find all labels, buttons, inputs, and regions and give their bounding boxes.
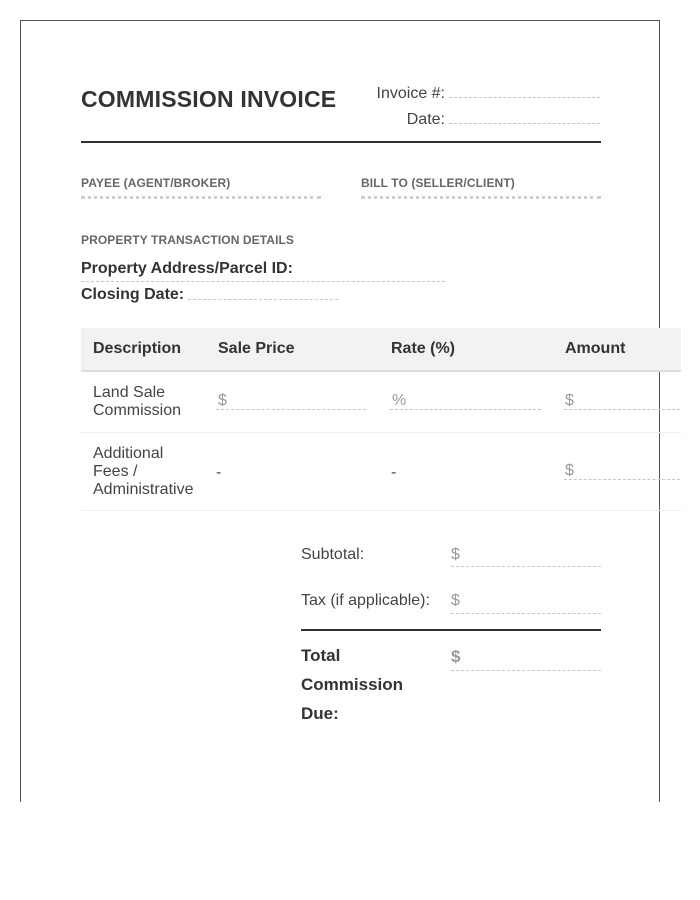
amount-placeholder: $: [565, 392, 574, 409]
bill-to-field[interactable]: [361, 196, 601, 199]
total-field[interactable]: [451, 670, 601, 671]
rate-placeholder: %: [392, 392, 407, 409]
closing-date-label: Closing Date:: [81, 286, 185, 303]
subtotal-field[interactable]: [451, 566, 601, 567]
closing-date-field[interactable]: [188, 299, 338, 300]
tax-placeholder: $: [451, 592, 460, 609]
table-row-description: Land Sale Commission: [93, 384, 182, 419]
sale-price-value: -: [216, 464, 222, 481]
subtotal-label: Subtotal:: [301, 546, 365, 563]
column-header-rate: Rate (%): [391, 340, 456, 357]
invoice-date-field[interactable]: [449, 123, 600, 124]
invoice-number-label: Invoice #:: [376, 85, 445, 102]
tax-field[interactable]: [451, 613, 601, 614]
tax-label: Tax (if applicable):: [301, 592, 430, 609]
row-divider: [81, 432, 681, 433]
payee-field[interactable]: [81, 196, 321, 199]
bill-to-label: BILL TO (SELLER/CLIENT): [361, 176, 515, 190]
column-header-amount: Amount: [565, 340, 626, 357]
invoice-title: COMMISSION INVOICE: [81, 86, 337, 112]
total-label: Total Commission Due:: [301, 646, 404, 723]
column-header-description: Description: [93, 340, 182, 357]
row-divider: [81, 510, 681, 511]
amount-field[interactable]: [564, 409, 680, 410]
property-section-label: PROPERTY TRANSACTION DETAILS: [81, 233, 295, 247]
column-header-sale-price: Sale Price: [218, 340, 295, 357]
sale-price-field[interactable]: [216, 409, 366, 410]
total-placeholder: $: [451, 647, 461, 666]
amount-placeholder: $: [565, 462, 574, 479]
invoice-date-label: Date:: [406, 111, 445, 128]
table-row-description: Additional Fees / Administrative: [93, 445, 194, 498]
property-address-field[interactable]: [81, 281, 445, 282]
amount-field[interactable]: [564, 479, 680, 480]
payee-label: PAYEE (AGENT/BROKER): [81, 176, 231, 190]
property-address-label: Property Address/Parcel ID:: [81, 260, 293, 277]
invoice-number-field[interactable]: [449, 97, 600, 98]
rate-field[interactable]: [390, 409, 541, 410]
subtotal-placeholder: $: [451, 546, 460, 563]
rate-value: -: [391, 464, 397, 481]
sale-price-placeholder: $: [218, 392, 227, 409]
header-divider: [81, 141, 601, 143]
summary-divider: [301, 629, 601, 631]
